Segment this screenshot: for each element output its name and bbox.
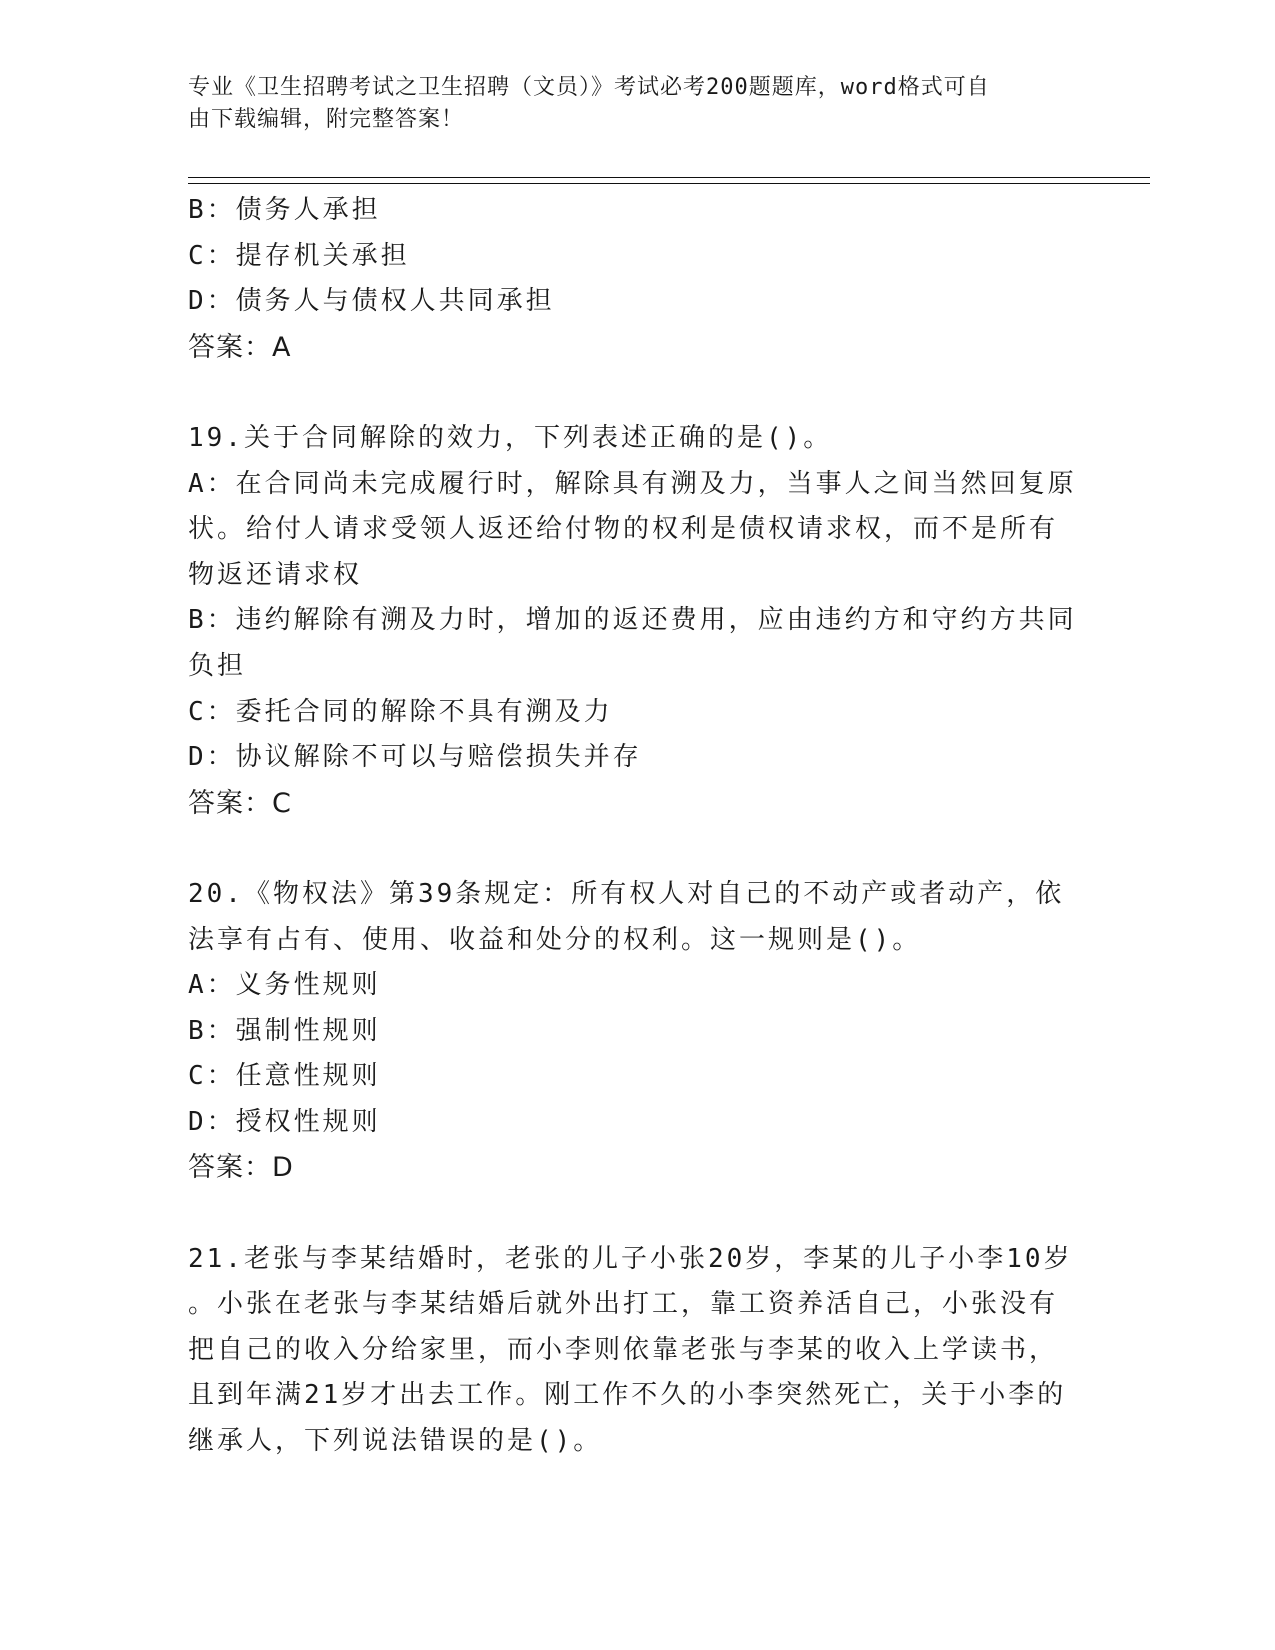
- spacer: [188, 370, 1088, 416]
- spacer: [188, 826, 1088, 872]
- spacer: [188, 1191, 1088, 1237]
- option-a: A：义务性规则: [188, 970, 381, 1001]
- document-body: [188, 188, 1088, 1465]
- question-stem-cont: 。小张在老张与李某结婚后就外出打工，靠工资养活自己，小张没有: [188, 1289, 1059, 1320]
- question-20: [188, 872, 1088, 1191]
- question-stem: 20.《物权法》第39条规定：所有权人对自己的不动产或者动产，依: [188, 878, 1065, 909]
- question-stem-cont: 继承人，下列说法错误的是()。: [188, 1426, 603, 1457]
- question-stem-cont: 法享有占有、使用、收益和处分的权利。这一规则是()。: [188, 924, 922, 955]
- option-c: C：任意性规则: [188, 1061, 381, 1092]
- option-a-cont: 物返还请求权: [188, 559, 363, 590]
- option-a: A：在合同尚未完成履行时，解除具有溯及力，当事人之间当然回复原: [188, 468, 1077, 499]
- option-b: B：债务人承担: [188, 195, 381, 225]
- header-line-2: 由下载编辑，附完整答案！: [188, 107, 465, 132]
- question-stem-cont: 把自己的收入分给家里，而小李则依靠老张与李某的收入上学读书，: [188, 1334, 1059, 1365]
- answer: 答案：C: [188, 787, 292, 819]
- question-21: [188, 1237, 1088, 1465]
- question-19: [188, 416, 1088, 826]
- question-18: [188, 188, 1088, 370]
- header-divider: [188, 177, 1150, 184]
- question-stem-cont: 且到年满21岁才出去工作。刚工作不久的小李突然死亡，关于小李的: [188, 1380, 1067, 1411]
- option-b-cont: 负担: [188, 650, 247, 681]
- option-d: D：授权性规则: [188, 1106, 381, 1137]
- document-header: [188, 72, 1068, 136]
- option-d: D：协议解除不可以与赔偿损失并存: [188, 742, 642, 773]
- option-b: B：强制性规则: [188, 1015, 381, 1046]
- option-d: D：债务人与债权人共同承担: [188, 286, 555, 317]
- question-stem: 21.老张与李某结婚时，老张的儿子小张20岁，李某的儿子小李10岁: [188, 1243, 1073, 1274]
- header-line-1: 专业《卫生招聘考试之卫生招聘（文员）》考试必考200题题库，word格式可自: [188, 75, 990, 100]
- option-b: B：违约解除有溯及力时，增加的返还费用，应由违约方和守约方共同: [188, 605, 1077, 636]
- option-a-cont: 状。给付人请求受领人返还给付物的权利是债权请求权，而不是所有: [188, 514, 1059, 545]
- answer: 答案：D: [188, 1152, 294, 1184]
- option-c: C：委托合同的解除不具有溯及力: [188, 696, 613, 727]
- option-c: C：提存机关承担: [188, 240, 410, 271]
- question-stem: 19.关于合同解除的效力，下列表述正确的是()。: [188, 422, 833, 453]
- answer: 答案：A: [188, 331, 292, 363]
